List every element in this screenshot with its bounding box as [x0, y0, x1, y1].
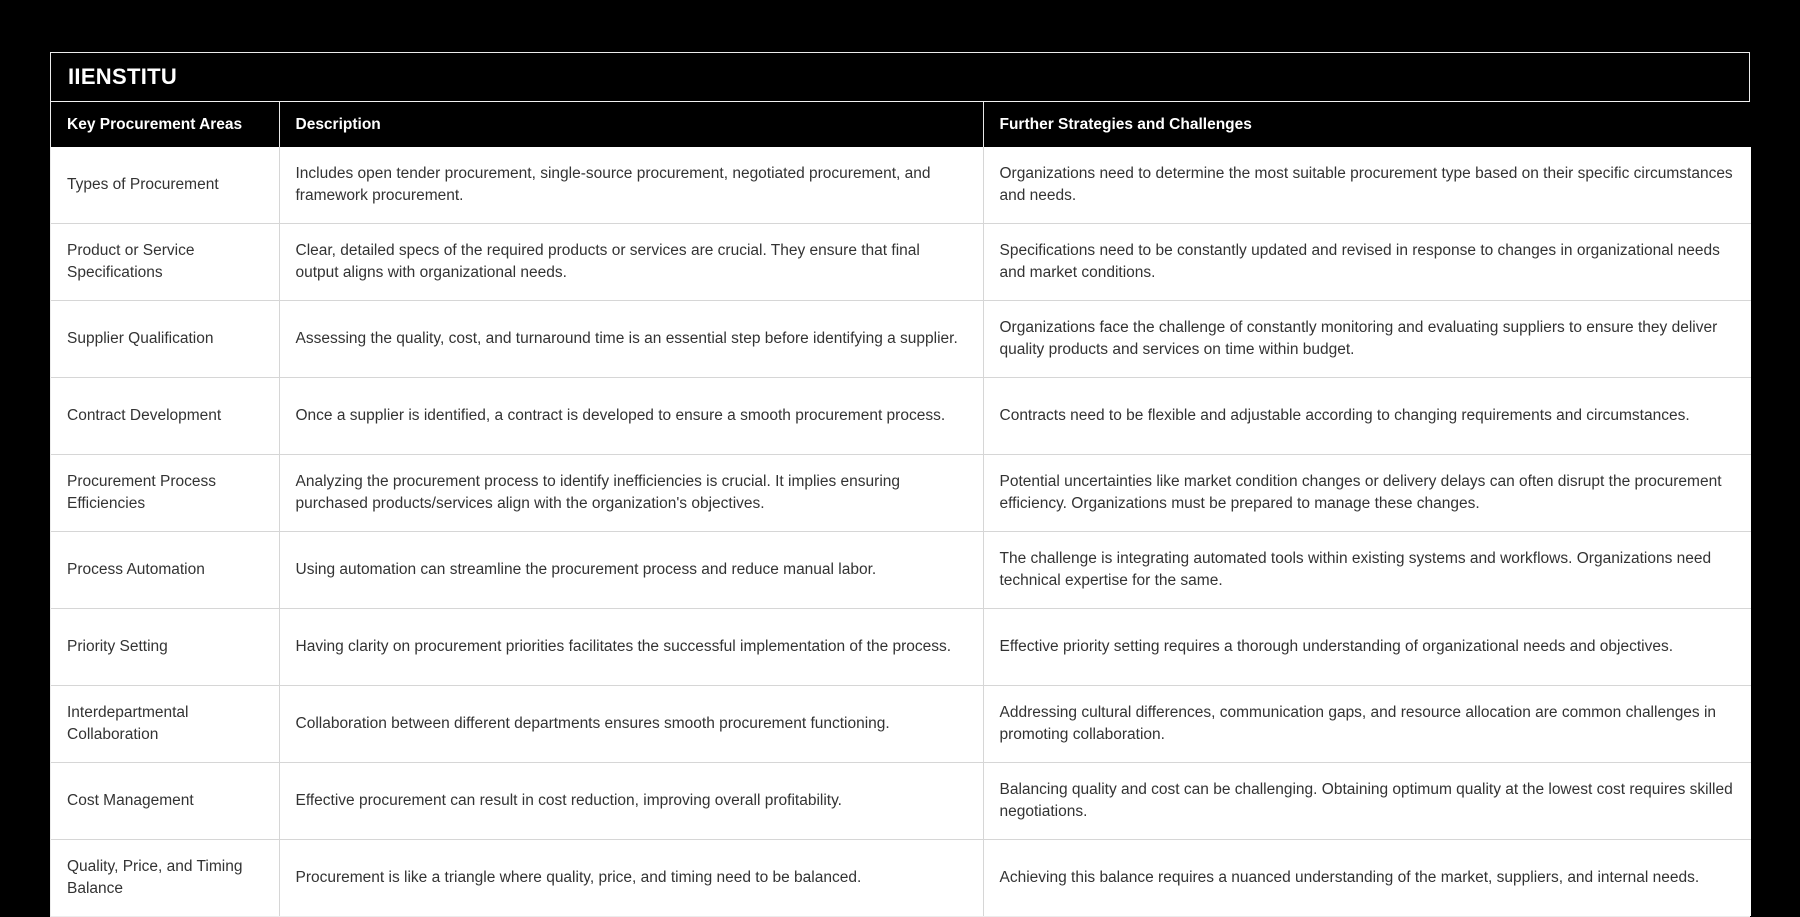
cell-description: Analyzing the procurement process to identify inefficiencies is crucial. It implies ensuring purchased products/services align with the organization's objectives. — [279, 455, 983, 532]
page-title: IIENSTITU — [51, 53, 1749, 102]
cell-strategies: Organizations need to determine the most suitable procurement type based on their specific circumstances and needs. — [983, 147, 1751, 224]
cell-strategies: Achieving this balance requires a nuanced understanding of the market, suppliers, and internal needs. — [983, 840, 1751, 917]
cell-strategies: Effective priority setting requires a thorough understanding of organizational needs and objectives. — [983, 609, 1751, 686]
column-header-description: Description — [279, 102, 983, 147]
table-row — [51, 609, 1751, 686]
cell-key-procurement-area: Supplier Qualification — [51, 301, 279, 378]
table-row — [51, 224, 1751, 301]
table-row — [51, 455, 1751, 532]
cell-key-procurement-area: Contract Development — [51, 378, 279, 455]
cell-strategies: Contracts need to be flexible and adjustable according to changing requirements and circumstances. — [983, 378, 1751, 455]
table-row — [51, 301, 1751, 378]
cell-description: Having clarity on procurement priorities facilitates the successful implementation of the process. — [279, 609, 983, 686]
table-body — [51, 147, 1751, 916]
cell-key-procurement-area: Interdepartmental Collaboration — [51, 686, 279, 763]
cell-description: Collaboration between different departments ensures smooth procurement functioning. — [279, 686, 983, 763]
cell-key-procurement-area: Process Automation — [51, 532, 279, 609]
cell-description: Using automation can streamline the procurement process and reduce manual labor. — [279, 532, 983, 609]
cell-strategies: Specifications need to be constantly updated and revised in response to changes in organizational needs and market conditions. — [983, 224, 1751, 301]
column-header-key-procurement-areas: Key Procurement Areas — [51, 102, 279, 147]
table-row — [51, 532, 1751, 609]
table-row — [51, 378, 1751, 455]
cell-description: Effective procurement can result in cost reduction, improving overall profitability. — [279, 763, 983, 840]
cell-description: Includes open tender procurement, single-source procurement, negotiated procurement, and framework procurement. — [279, 147, 983, 224]
cell-strategies: The challenge is integrating automated tools within existing systems and workflows. Organizations need technical expertise for the same. — [983, 532, 1751, 609]
cell-key-procurement-area: Cost Management — [51, 763, 279, 840]
cell-strategies: Potential uncertainties like market condition changes or delivery delays can often disrupt the procurement efficiency. Organizations must be prepared to manage these changes. — [983, 455, 1751, 532]
cell-key-procurement-area: Procurement Process Efficiencies — [51, 455, 279, 532]
table-row — [51, 147, 1751, 224]
cell-strategies: Organizations face the challenge of constantly monitoring and evaluating suppliers to ensure they deliver quality products and services on time within budget. — [983, 301, 1751, 378]
procurement-table — [51, 102, 1751, 916]
column-header-further-strategies: Further Strategies and Challenges — [983, 102, 1751, 147]
cell-strategies: Addressing cultural differences, communication gaps, and resource allocation are common challenges in promoting collaboration. — [983, 686, 1751, 763]
cell-description: Assessing the quality, cost, and turnaround time is an essential step before identifying a supplier. — [279, 301, 983, 378]
cell-description: Once a supplier is identified, a contract is developed to ensure a smooth procurement process. — [279, 378, 983, 455]
table-card — [50, 52, 1750, 917]
table-row — [51, 840, 1751, 917]
table-row — [51, 686, 1751, 763]
cell-key-procurement-area: Types of Procurement — [51, 147, 279, 224]
cell-key-procurement-area: Priority Setting — [51, 609, 279, 686]
cell-strategies: Balancing quality and cost can be challenging. Obtaining optimum quality at the lowest cost requires skilled negotiations. — [983, 763, 1751, 840]
table-row — [51, 763, 1751, 840]
cell-description: Clear, detailed specs of the required products or services are crucial. They ensure that final output aligns with organizational needs. — [279, 224, 983, 301]
cell-key-procurement-area: Quality, Price, and Timing Balance — [51, 840, 279, 917]
cell-key-procurement-area: Product or Service Specifications — [51, 224, 279, 301]
table-header-row — [51, 102, 1751, 147]
cell-description: Procurement is like a triangle where quality, price, and timing need to be balanced. — [279, 840, 983, 917]
